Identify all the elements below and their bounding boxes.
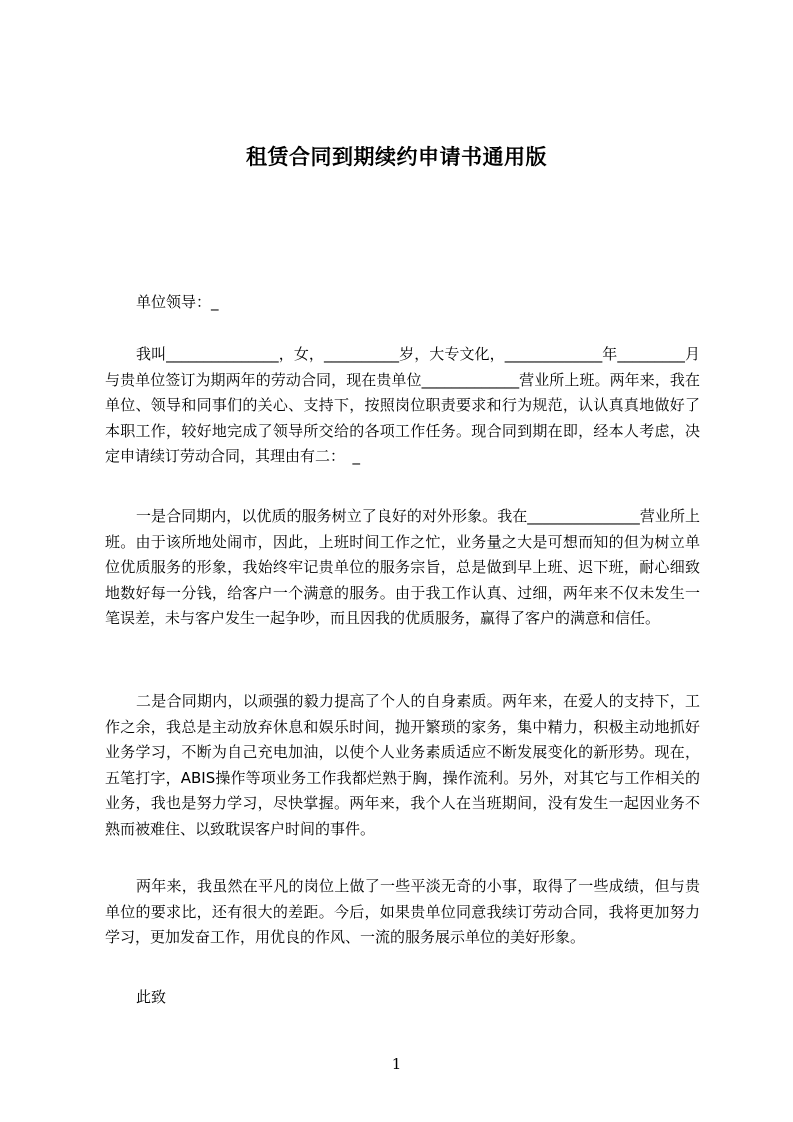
salutation: 单位领导：_ [136, 293, 219, 311]
paragraph-1: 我叫_______________，女，__________岁，大专文化，_____________年_________月与贵单位签订为期两年的劳动合同，现在贵单位_____________营业所上班。两年来，我在单位、领导和同事们的关心、支持下，按照岗位职责要求和行为规范，认认真真地做好了本职工作，较好地完成了领导所交给的各项工作任务。现合同到期在即，经本人考虑，决定申请续订劳动合同，其理由有二： _ [105, 345, 700, 465]
paragraph-block-2 [105, 504, 700, 632]
salutation-block [105, 290, 700, 316]
closing-block [105, 985, 700, 1011]
paragraph-block-1 [105, 342, 700, 470]
paragraph-block-3 [105, 689, 700, 842]
paragraph-3: 二是合同期内，以顽强的毅力提高了个人的自身素质。两年来，在爱人的支持下，工作之余，我总是主动放弃休息和娱乐时间，抛开繁琐的家务，集中精力，积极主动地抓好业务学习，不断为自己充电加油，以使个人业务素质适应不断发展变化的新形势。现在，五笔打字，ABIS操作等项业务工作我都烂熟于胸，操作流利。另外，对其它与工作相关的业务，我也是努力学习，尽快掌握。两年来，我个人在当班期间，没有发生一起因业务不熟而被难住、以致耽误客户时间的事件。 [105, 692, 700, 838]
paragraph-2: 一是合同期内，以优质的服务树立了良好的对外形象。我在_______________营业所上班。由于该所地处闹市，因此，上班时间工作之忙，业务量之大是可想而知的但为树立单位优质服务的形象，我始终牢记贵单位的服务宗旨，总是做到早上班、迟下班，耐心细致地数好每一分钱，给客户一个满意的服务。由于我工作认真、过细，两年来不仅未发生一笔误差，未与客户发生一起争吵，而且因我的优质服务，赢得了客户的满意和信任。 [105, 507, 700, 627]
paragraph-block-4 [105, 874, 700, 951]
document-title: 租赁合同到期续约申请书通用版 [246, 145, 547, 169]
paragraph-4: 两年来，我虽然在平凡的岗位上做了一些平淡无奇的小事，取得了一些成绩，但与贵单位的要求比，还有很大的差距。今后，如果贵单位同意我续订劳动合同，我将更加努力学习，更加发奋工作，用优良的作风、一流的服务展示单位的美好形象。 [105, 877, 700, 946]
page-number: 1 [391, 1055, 402, 1073]
closing-text: 此致 [136, 988, 167, 1006]
